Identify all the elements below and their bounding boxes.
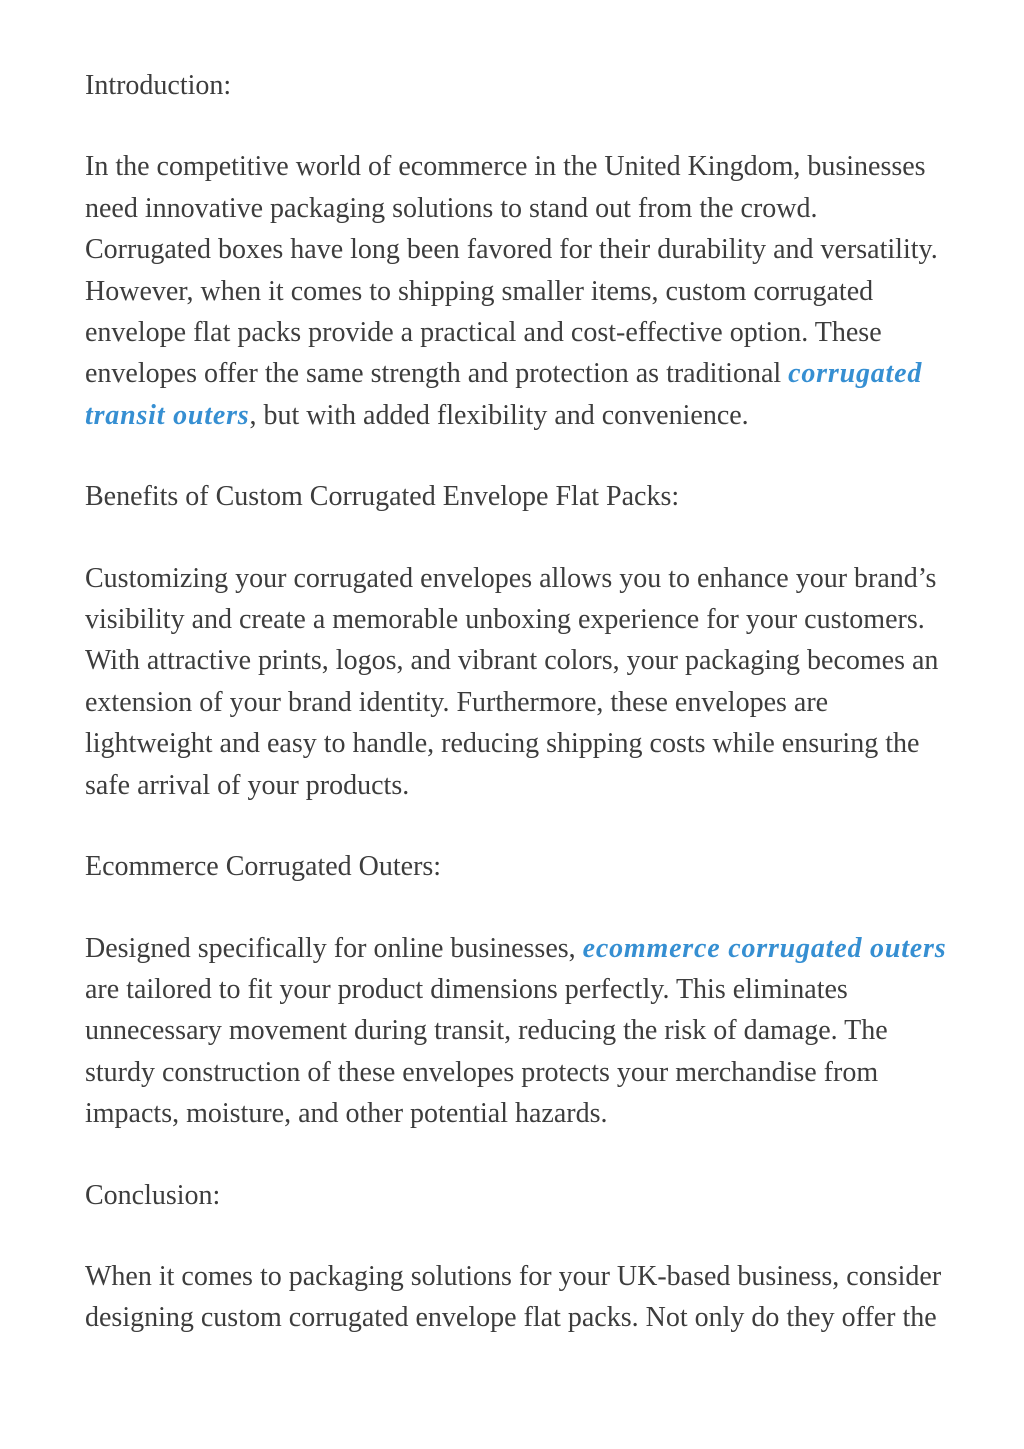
heading-introduction xyxy=(85,65,949,106)
heading-ecommerce-outers xyxy=(85,846,949,887)
text-run: In the competitive world of ecommerce in the United Kingdom, businesses need innovative packaging solutions to stand out from the crowd. Corrugated boxes have long been favored for their durability and versatility. However, when it comes to shipping smaller items, custom corrugated envelope flat packs provide a practical and cost-effective option. These envelopes offer the same strength and protection as traditional xyxy=(85,151,938,390)
text-run: Customizing your corrugated envelopes allows you to enhance your brand’s visibility and create a memorable unboxing experience for your customers. With attractive prints, logos, and vibrant colors, your packaging becomes an extension of your brand identity. Furthermore, these envelopes are lightweight and easy to handle, reducing shipping costs while ensuring the safe arrival of your products. xyxy=(85,562,939,801)
text-run: Benefits of Custom Corrugated Envelope Flat Packs: xyxy=(85,481,680,513)
text-run: Conclusion: xyxy=(85,1179,221,1211)
heading-conclusion xyxy=(85,1175,949,1216)
text-run: When it comes to packaging solutions for your UK-based business, consider designing custom corrugated envelope flat packs. Not only do they offer the xyxy=(85,1260,942,1334)
paragraph-ecommerce-outers xyxy=(85,928,949,1135)
text-run: Introduction: xyxy=(85,70,232,101)
document-body xyxy=(85,65,949,1339)
ecommerce-corrugated-outers-link[interactable]: ecommerce corrugated outers xyxy=(582,932,947,964)
paragraph-conclusion xyxy=(85,1256,949,1339)
text-run: Designed specifically for online businesses, xyxy=(85,932,583,964)
corrugated-transit-outers-link[interactable]: corrugated transit outers xyxy=(85,358,923,431)
text-run: Ecommerce Corrugated Outers: xyxy=(85,851,442,883)
heading-benefits xyxy=(85,476,949,517)
text-run: are tailored to fit your product dimensions perfectly. This eliminates unnecessary movement during transit, reducing the risk of damage. The sturdy construction of these envelopes protects your merchandise from impacts, moisture, and other potential hazards. xyxy=(85,973,888,1130)
paragraph-introduction xyxy=(85,146,949,436)
paragraph-benefits xyxy=(85,558,949,806)
text-run: , but with added flexibility and convenience. xyxy=(249,399,749,431)
